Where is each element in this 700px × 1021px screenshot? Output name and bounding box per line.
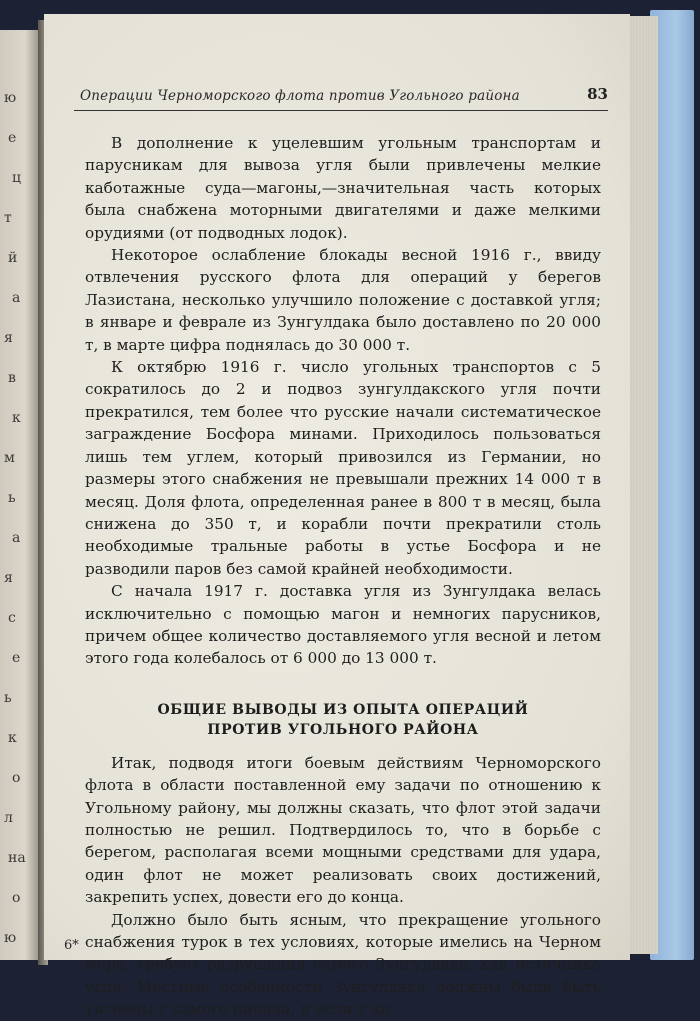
facing-page-text-fragment: м	[4, 450, 15, 466]
facing-page-text-fragment: а	[12, 530, 21, 546]
facing-page-text-fragment: о	[12, 770, 21, 786]
running-title: Операции Черноморского флота против Угольного района	[80, 88, 520, 104]
book-page	[44, 14, 630, 1019]
facing-page-text-fragment: с	[8, 610, 16, 626]
facing-page-text-fragment: й	[8, 250, 18, 266]
facing-page-text-fragment: я	[4, 570, 13, 586]
signature-mark: 6*	[64, 938, 79, 953]
facing-page-text-fragment: о	[12, 890, 21, 906]
paragraph: С начала 1917 г. доставка угля из Зунгулдака велась исключительно с помощью магон и немногих парусников, причем общее количество доставляемого угля весной и летом этого года колебалось от 6 000 до 13 000 т.	[85, 582, 601, 668]
facing-page-text-fragment: ю	[4, 930, 17, 946]
left-page-edge	[0, 30, 42, 960]
facing-page-text-fragment: ц	[12, 170, 22, 186]
body-text	[85, 132, 601, 1021]
section-heading	[85, 700, 601, 740]
paragraph: Некоторое ослабление блокады весной 1916 г., ввиду отвлечения русского флота для операций у берегов Лазистана, несколько улучшило положение с доставкой угля; в январе и феврале из Зунгулдака было доставлено по 20 000 т, в марте цифра поднялась до 30 000 т.	[85, 246, 601, 354]
facing-page-text-fragment: е	[8, 130, 17, 146]
facing-page-text-fragment: в	[8, 370, 16, 386]
paragraph: К октябрю 1916 г. число угольных транспортов с 5 сократилось до 2 и подвоз зунгулдакского угля почти прекратился, тем более что русские начали систематическое заграждение Босфора минами. Приходилось пользоваться лишь тем углем, который привозился из Германии, но размеры этого снабжения не превышали прежних 14 000 т в месяц. Доля флота, определенная ранее в 800 т в месяц, была снижена до 350 т, и корабли почти прекратили столь необходимые тральные работы в устье Босфора и не разводили паров без самой крайней необходимости.	[85, 358, 601, 578]
running-header	[74, 84, 608, 111]
section-heading-line: ПРОТИВ УГОЛЬНОГО РАЙОНА	[207, 721, 479, 738]
facing-page-text-fragment: л	[4, 810, 13, 826]
facing-page-text-fragment: т	[4, 210, 12, 226]
facing-page-text-fragment: ю	[4, 90, 17, 106]
facing-page-text-fragment: к	[8, 730, 17, 746]
facing-page-text-fragment: е	[12, 650, 21, 666]
facing-page-text-fragment: ь	[8, 490, 16, 506]
facing-page-text-fragment: ь	[4, 690, 12, 706]
paragraph: Должно было быть ясным, что прекращение угольного снабжения турок в тех условиях, которые имелись на Черном море, требует разрушения самого Зунгулдака, как источника угля. Местные особенности Зунгулдака должны были быть уяснены с самого начала, и если у ко-	[85, 910, 601, 1019]
facing-page-text-fragment: а	[12, 290, 21, 306]
facing-page-text-fragment: на	[8, 850, 26, 866]
page-stack-edge	[628, 16, 658, 954]
page-number: 83	[587, 85, 608, 103]
paragraph: Итак, подводя итоги боевым действиям Черноморского флота в области поставленной ему задачи по отношению к Угольному району, мы должны сказать, что флот этой задачи полностью не решил. Подтвердилось то, что в борьбе с берегом, располагая всеми мощными средствами для удара, один флот не может реализовать своих достижений, закрепить успех, довести его до конца.	[85, 753, 601, 907]
facing-page-text-fragment: к	[12, 410, 21, 426]
facing-page-text-fragment: я	[4, 330, 13, 346]
paragraph: В дополнение к уцелевшим угольным транспортам и парусникам для вывоза угля были привлечены мелкие каботажные суда—магоны,—значительная часть которых была снабжена моторными двигателями и даже мелкими орудиями (от подводных лодок).	[85, 134, 601, 242]
section-heading-line: ОБЩИЕ ВЫВОДЫ ИЗ ОПЫТА ОПЕРАЦИЙ	[157, 701, 529, 718]
